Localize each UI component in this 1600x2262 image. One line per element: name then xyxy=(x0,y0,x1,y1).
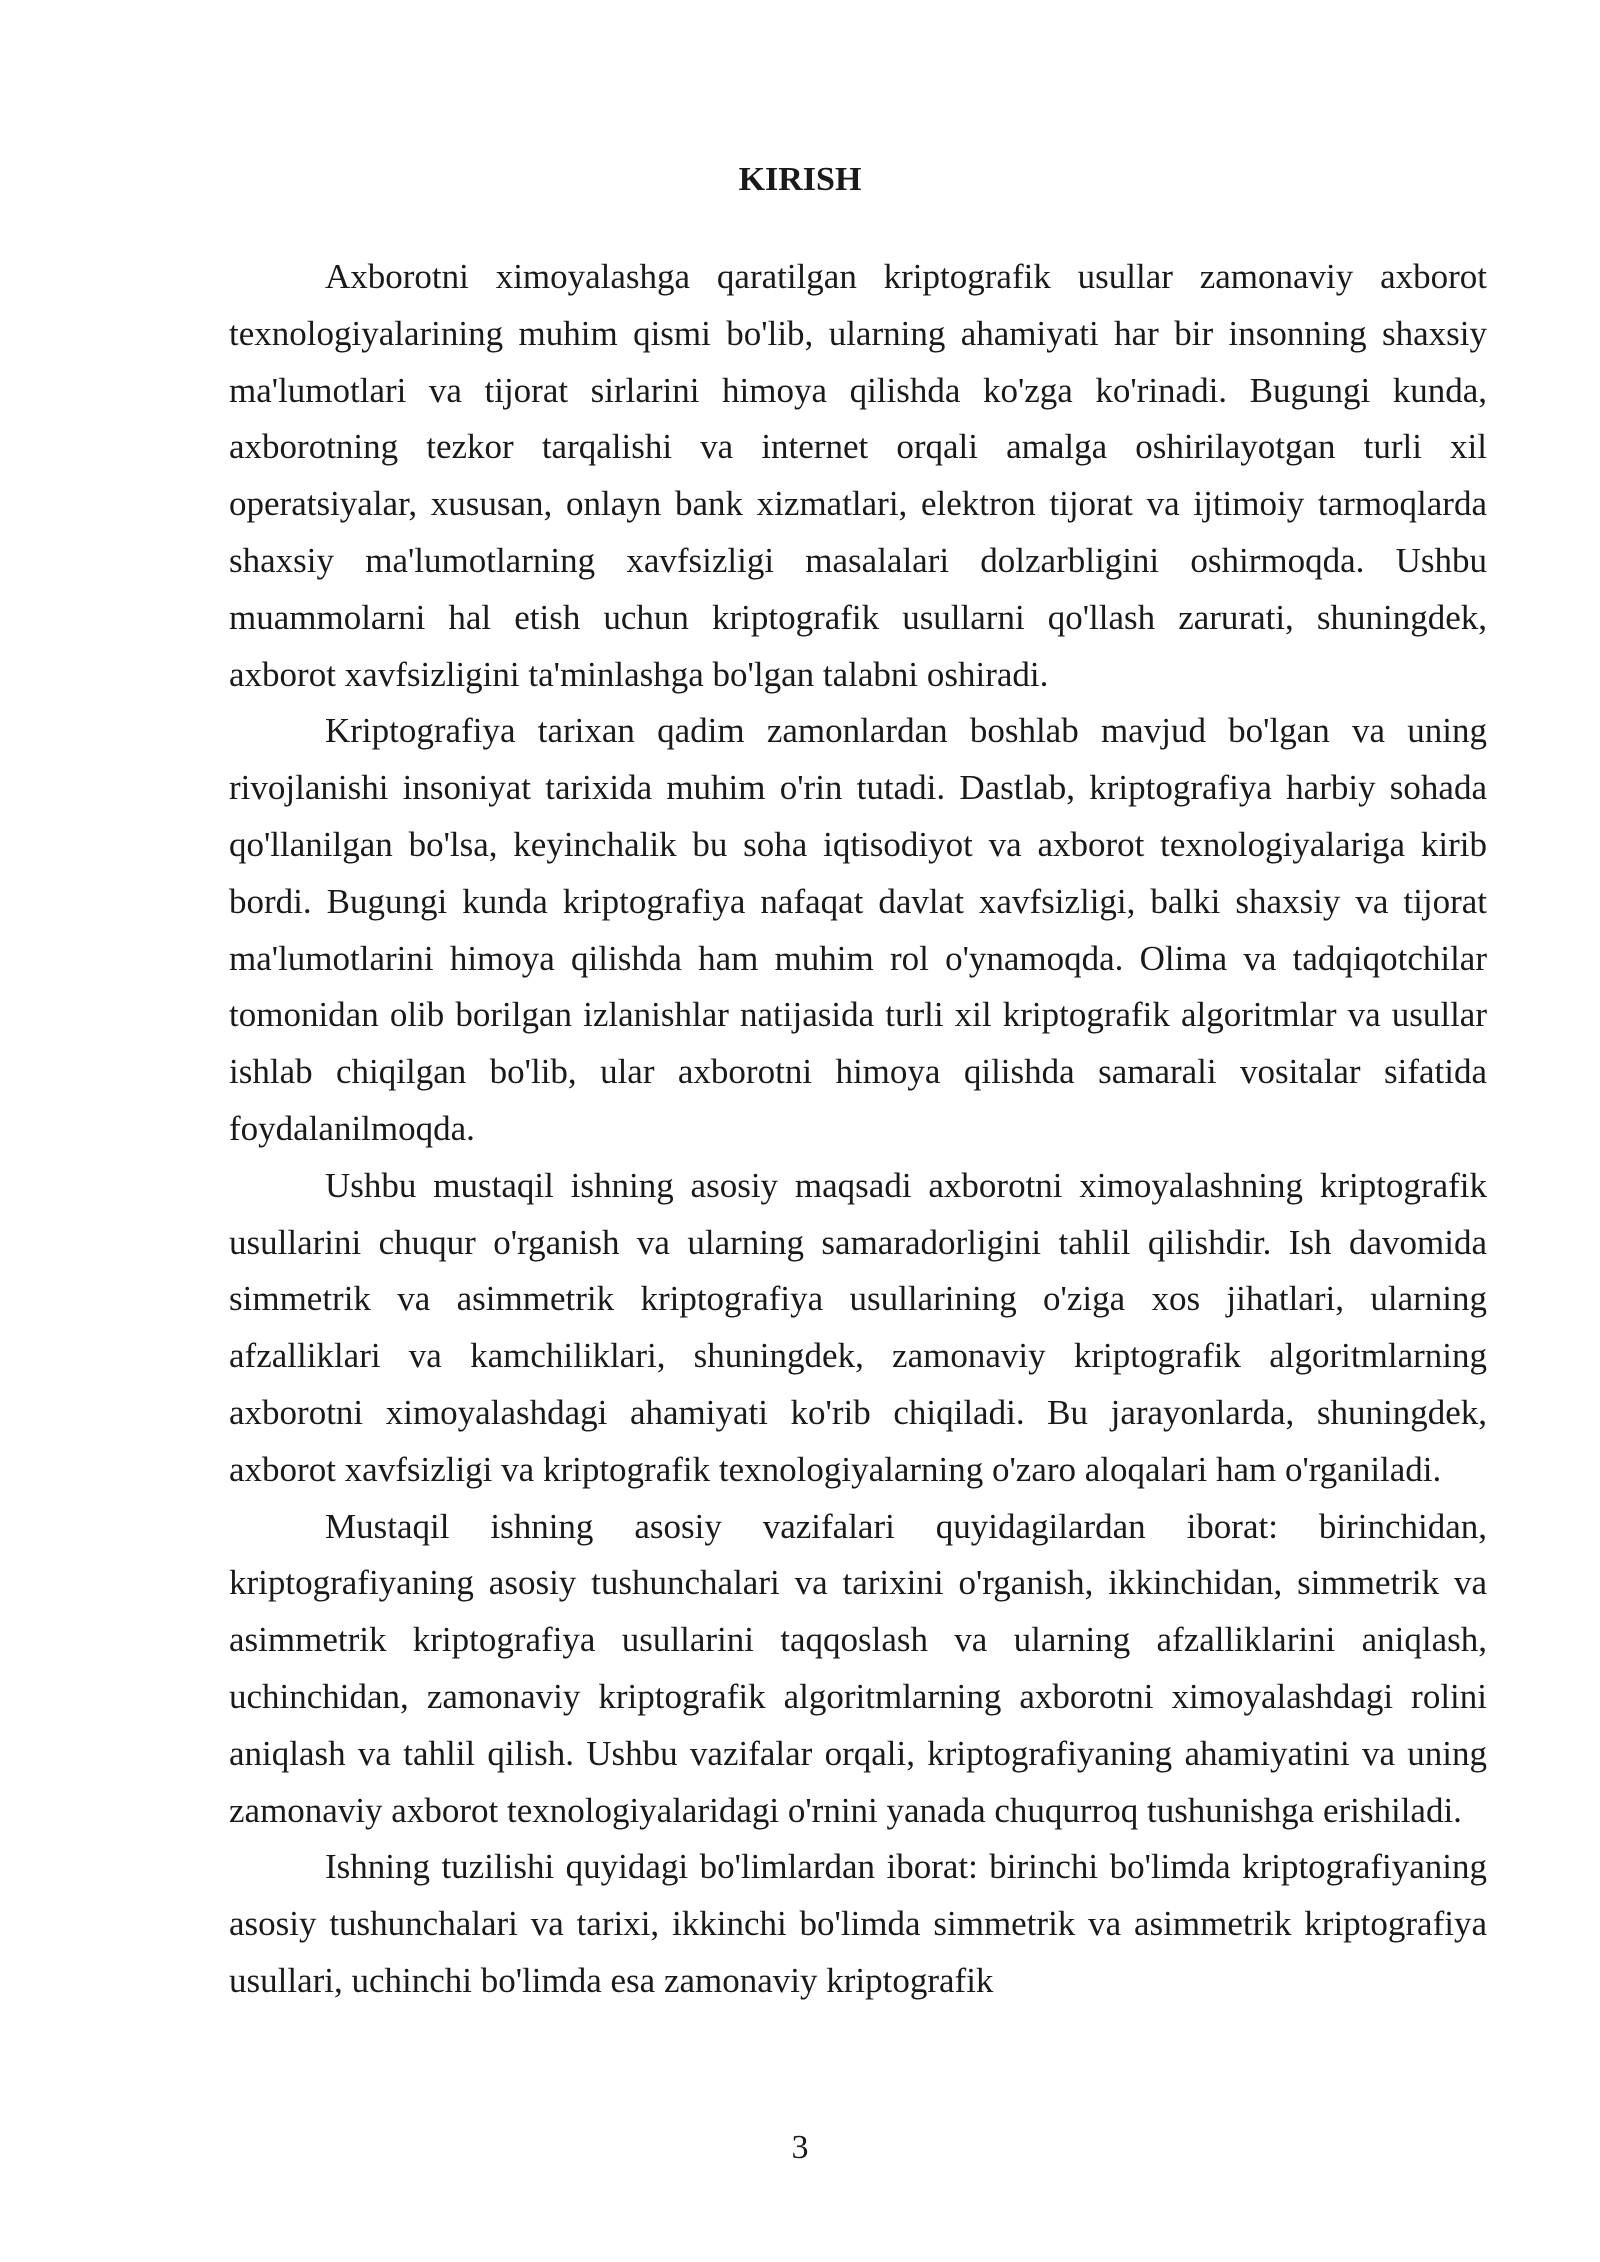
paragraph-2: Kriptografiya tarixan qadim zamonlardan boshlab mavjud bo'lgan va uning rivojlanishi insoniyat tarixida muhim o'rin tutadi. Dastlab, kriptografiya harbiy sohada qo'llanilgan bo'lsa, keyinchalik bu soha iqtisodiyot va axborot texnologiyalariga kirib bordi. Bugungi kunda kriptografiya nafaqat davlat xavfsizligi, balki shaxsiy va tijorat ma'lumotlarini himoya qilishda ham muhim rol o'ynamoqda. Olima va tadqiqotchilar tomonidan olib borilgan izlanishlar natijasida turli xil kriptografik algoritmlar va usullar ishlab chiqilgan bo'lib, ular axborotni himoya qilishda samarali vositalar sifatida foydalanilmoqda. xyxy=(229,711,1487,1148)
paragraph-4: Mustaqil ishning asosiy vazifalari quyidagilardan iborat: birinchidan, kriptografiyaning asosiy tushunchalari va tarixini o'rganish, ikkinchidan, simmetrik va asimmetrik kriptografiya usullarini taqqoslash va ularning afzalliklarini aniqlash, uchinchidan, zamonaviy kriptografik algoritmlarning axborotni ximoyalashdagi rolini aniqlash va tahlil qilish. Ushbu vazifalar orqali, kriptografiyaning ahamiyatini va uning zamonaviy axborot texnologiyalaridagi o'rnini yanada chuqurroq tushunishga erishiladi. xyxy=(229,1506,1487,1830)
paragraph-1: Axborotni ximoyalashga qaratilgan kriptografik usullar zamonaviy axborot texnologiyalarining muhim qismi bo'lib, ularning ahamiyati har bir insonning shaxsiy ma'lumotlari va tijorat sirlarini himoya qilishda ko'zga ko'rinadi. Bugungi kunda, axborotning tezkor tarqalishi va internet orqali amalga oshirilayotgan turli xil operatsiyalar, xususan, onlayn bank xizmatlari, elektron tijorat va ijtimoiy tarmoqlarda shaxsiy ma'lumotlarning xavfsizligi masalalari dolzarbligini oshirmoqda. Ushbu muammolarni hal etish uchun kriptografik usullarni qo'llash zarurati, shuningdek, axborot xavfsizligini ta'minlashga bo'lgan talabni oshiradi. xyxy=(229,257,1487,694)
paragraph-3: Ushbu mustaqil ishning asosiy maqsadi axborotni ximoyalashning kriptografik usullarini chuqur o'rganish va ularning samaradorligini tahlil qilishdir. Ish davomida simmetrik va asimmetrik kriptografiya usullarining o'ziga xos jihatlari, ularning afzalliklari va kamchiliklari, shuningdek, zamonaviy kriptografik algoritmlarning axborotni ximoyalashdagi ahamiyati ko'rib chiqiladi. Bu jarayonlarda, shuningdek, axborot xavfsizligi va kriptografik texnologiyalarning o'zaro aloqalari ham o'rganiladi. xyxy=(229,1165,1487,1489)
paragraph-5: Ishning tuzilishi quyidagi bo'limlardan iborat: birinchi bo'limda kriptografiyaning asosiy tushunchalari va tarixi, ikkinchi bo'limda simmetrik va asimmetrik kriptografiya usullari, uchinchi bo'limda esa zamonaviy kriptografik xyxy=(229,1847,1487,2000)
section-heading: KIRISH xyxy=(738,161,862,198)
body-text xyxy=(229,249,1487,2010)
page-number: 3 xyxy=(791,2129,809,2166)
